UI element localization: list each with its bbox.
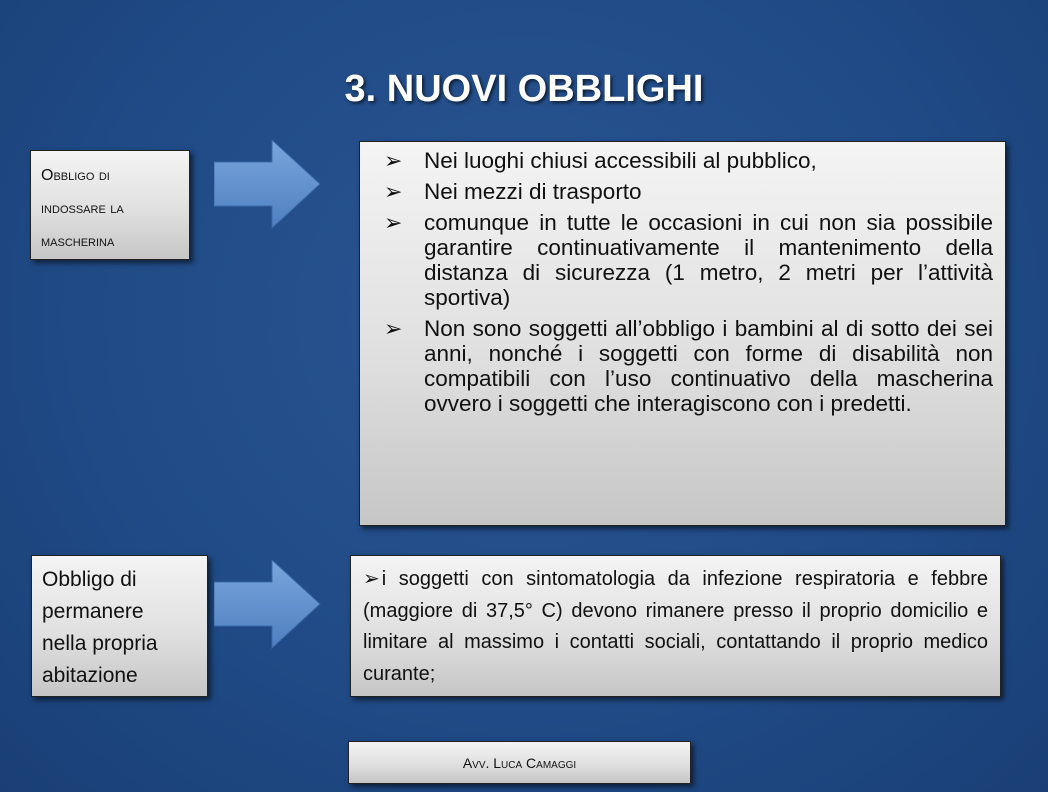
paragraph: i soggetti con sintomatologia da infezione respiratoria e febbre (maggiore di 37,5° C) devono rimanere presso il proprio domicilio e limitare al massimo i contatti sociali, contattando il proprio medico curante; [363,568,988,685]
bullet-list [372,148,993,416]
label-line: indossare la [41,200,124,217]
right-arrow-icon [214,560,324,650]
slide-title: 3. NUOVI OBBLIGHI [344,68,704,110]
arrow-bullet-icon: ➢ [363,568,380,590]
label-line: Obbligo di [42,568,137,591]
arrow-bullet-icon: ➢ [384,210,403,235]
author-footer: Avv. Luca Camaggi [348,741,691,784]
label-line: Obbligo di [41,167,110,184]
home-obligation-details [350,555,1001,697]
obligation-label-mask [30,150,190,260]
label-line: abitazione [42,664,138,687]
obligation-label-home [31,555,208,697]
arrow-bullet-icon: ➢ [384,316,403,341]
list-item: ➢ Nei luoghi chiusi accessibili al pubblico, [384,148,817,173]
arrow-bullet-icon: ➢ [384,148,403,173]
arrow-bullet-icon: ➢ [384,179,403,204]
label-line: mascherina [41,233,115,250]
list-item: ➢ comunque in tutte le occasioni in cui non sia possibile garantire continuativamente il mantenimento della distanza di sicurezza (1 metro, 2 metri per l’attività sportiva) [384,210,993,310]
mask-obligation-details [359,141,1006,526]
list-item: ➢ Non sono soggetti all’obbligo i bambini al di sotto dei sei anni, nonché i soggetti con forme di disabilità non compatibili con l’uso continuativo della mascherina ovvero i soggetti che interagiscono con i predetti. [384,316,993,416]
label-line: permanere [42,600,144,623]
label-line: nella propria [42,632,158,655]
list-item: ➢ Nei mezzi di trasporto [384,179,642,204]
right-arrow-icon [214,140,324,230]
